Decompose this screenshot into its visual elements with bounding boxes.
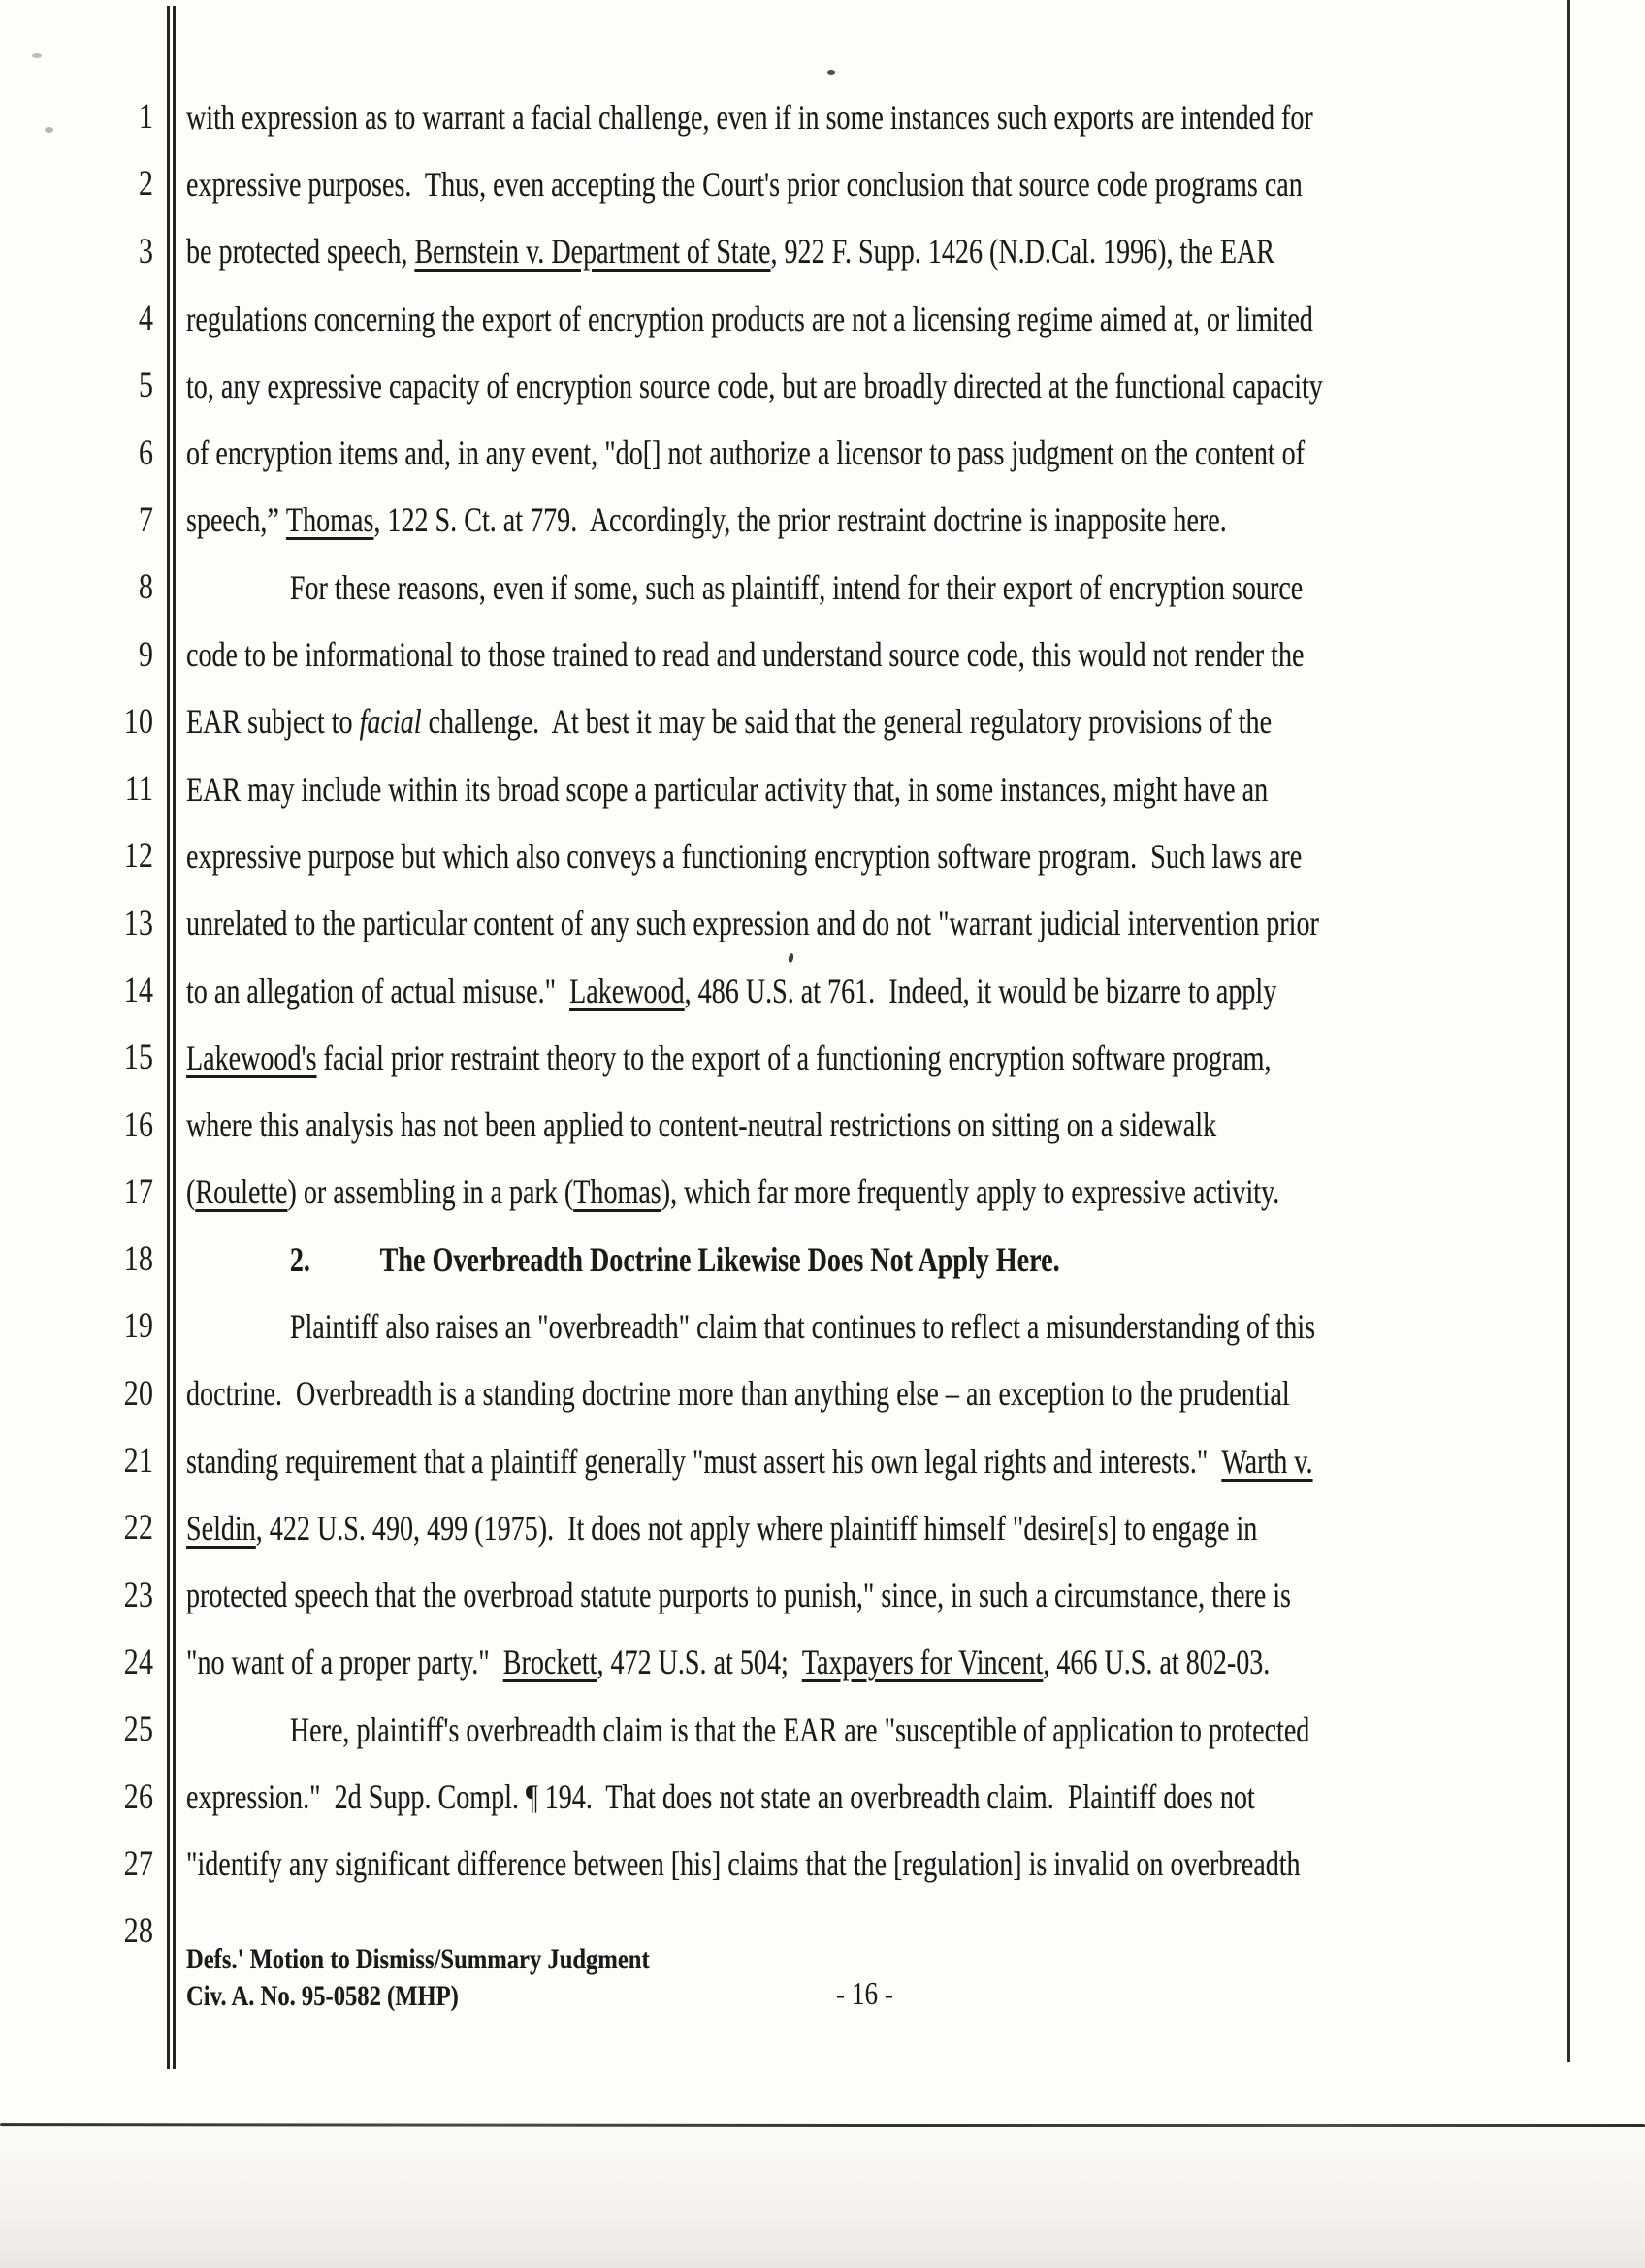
text-line: [186, 83, 1313, 150]
line-number: 18: [123, 1239, 153, 1280]
text-segment: "no want of a proper party.": [186, 1643, 503, 1682]
left-double-rule: [167, 6, 176, 2069]
text-line: [186, 688, 1273, 755]
text-segment: speech,”: [186, 500, 286, 540]
text-segment: , 922 F. Supp. 1426 (N.D.Cal. 1996), the EAR: [770, 232, 1275, 272]
text-segment: be protected speech,: [186, 232, 415, 272]
text-segment: of encryption items and, in any event, "do[] not authorize a licensor to pass judgment on the content of: [186, 433, 1306, 473]
text-line: [186, 755, 1268, 822]
text-segment: code to be informational to those trained to read and understand source code, this would not render the: [186, 635, 1305, 675]
text-line: [186, 1562, 1291, 1629]
text-segment: to an allegation of actual misuse.": [186, 971, 570, 1010]
text-segment: unrelated to the particular content of any such expression and do not "warrant judicial intervention prior: [186, 904, 1319, 943]
case-citation: Roulette: [195, 1172, 288, 1212]
text-line: [186, 1360, 1290, 1427]
line-number: 11: [124, 769, 153, 810]
text-segment: expressive purpose but which also conveys a functioning encryption software program. Such laws are: [186, 836, 1303, 876]
line-number: 5: [138, 366, 153, 406]
case-citation: Thomas: [573, 1172, 661, 1212]
page-number: - 16 -: [836, 1976, 893, 2012]
line-number: 8: [138, 567, 153, 608]
text-segment: expressive purposes. Thus, even accepting the Court's prior conclusion that source code programs can: [186, 164, 1303, 204]
line-number: 10: [123, 701, 153, 742]
scanner-bottom-area: [0, 2127, 1645, 2268]
text-line: [186, 1763, 1268, 1830]
text-line: [186, 1494, 1268, 1561]
case-citation: Bernstein v. Department of State: [414, 232, 771, 272]
text-segment: protected speech that the overbroad statute purports to punish," since, in such a circumstance, there is: [186, 1576, 1291, 1615]
text-segment: For these reasons, even if some, such as plaintiff, intend for their export of encryption source: [289, 567, 1304, 607]
text-segment: , 472 U.S. at 504;: [597, 1643, 802, 1682]
text-segment: facial: [359, 702, 422, 742]
line-number: 23: [123, 1575, 153, 1615]
line-number: 19: [123, 1306, 153, 1347]
text-segment: ) or assembling in a park (: [287, 1172, 574, 1212]
case-citation: Seldin: [186, 1508, 256, 1548]
case-citation: Brockett: [502, 1643, 597, 1682]
text-segment: doctrine. Overbreadth is a standing doctrine more than anything else – an exception to the prudential: [186, 1374, 1290, 1414]
line-number: 4: [138, 299, 153, 339]
case-citation: Warth v.: [1221, 1441, 1313, 1481]
text-line: [186, 890, 1319, 957]
text-segment: regulations concerning the export of encryption products are not a licensing regime aimed at, or limited: [186, 299, 1313, 338]
line-number: 3: [138, 231, 153, 272]
text-segment: "identify any significant difference between [his] claims that the [regulation] is invalid on overbreadth: [186, 1844, 1301, 1884]
text-segment: challenge. At best it may be said that the general regulatory provisions of the: [421, 702, 1273, 742]
text-segment: standing requirement that a plaintiff generally "must assert his own legal rights and interests.": [186, 1441, 1222, 1481]
text-line: [186, 1159, 1280, 1226]
footer-case-number: Civ. A. No. 95-0582 (MHP): [186, 1980, 459, 2012]
text-segment: EAR may include within its broad scope a particular activity that, in some instances, might have an: [186, 769, 1269, 809]
section-heading: [186, 1226, 1268, 1293]
scan-speck: [32, 53, 42, 58]
text-segment: , 122 S. Ct. at 779. Accordingly, the prior restraint doctrine is inapposite here.: [373, 500, 1227, 540]
line-number: 28: [123, 1911, 153, 1952]
text-line: [186, 1091, 1268, 1158]
text-segment: , 486 U.S. at 761. Indeed, it would be bizarre to apply: [684, 971, 1277, 1010]
line-number: 7: [138, 499, 153, 540]
text-line: [186, 218, 1275, 285]
footer-title: Defs.' Motion to Dismiss/Summary Judgment: [186, 1943, 650, 1975]
case-citation: Lakewood: [569, 971, 685, 1010]
text-segment: where this analysis has not been applied to content-neutral restrictions on sitting on a sidewalk: [186, 1105, 1217, 1145]
text-line: [186, 822, 1303, 889]
text-segment: Here, plaintiff's overbreadth claim is that the EAR are "susceptible of application to protected: [289, 1709, 1310, 1749]
text-line: [186, 150, 1303, 217]
text-line: [186, 352, 1323, 419]
text-line: [186, 1831, 1301, 1898]
text-segment: to, any expressive capacity of encryption source code, but are broadly directed at the functional capacity: [186, 366, 1323, 405]
line-number: 20: [123, 1373, 153, 1414]
text-segment: 2.: [289, 1239, 310, 1279]
text-line: [186, 1427, 1313, 1494]
line-number: 12: [123, 836, 153, 877]
text-line: [186, 621, 1305, 687]
line-number: 27: [123, 1843, 153, 1884]
text-segment: Plaintiff also raises an "overbreadth" claim that continues to reflect a misunderstanding of this: [289, 1306, 1316, 1346]
text-segment: The Overbreadth Doctrine Likewise Does Not Apply Here.: [379, 1239, 1060, 1279]
line-number: 17: [123, 1171, 153, 1212]
line-number: 15: [123, 1038, 153, 1078]
scan-speck: [827, 70, 835, 75]
text-line: [186, 285, 1313, 352]
line-number: 9: [138, 634, 153, 675]
line-number: 25: [123, 1709, 153, 1750]
text-segment: expression." 2d Supp. Compl. ¶ 194. That does not state an overbreadth claim. Plaintiff does not: [186, 1777, 1255, 1817]
line-number-column: [0, 83, 153, 1965]
line-number: 22: [123, 1508, 153, 1549]
line-number: 14: [123, 971, 153, 1010]
line-number: 2: [138, 164, 153, 205]
line-number: 13: [123, 903, 153, 943]
line-number: 21: [123, 1441, 153, 1482]
text-segment: , 422 U.S. 490, 499 (1975). It does not apply where plaintiff himself "desire[s] to engage in: [255, 1508, 1258, 1548]
case-citation: Taxpayers for Vincent: [801, 1643, 1044, 1682]
text-segment: facial prior restraint theory to the export of a functioning encryption software program,: [316, 1038, 1272, 1077]
text-line: [186, 1629, 1271, 1696]
line-number: 24: [123, 1642, 153, 1682]
scan-speck: [45, 127, 53, 133]
line-number: 1: [138, 97, 153, 138]
text-segment: ), which far more frequently apply to expressive activity.: [661, 1172, 1280, 1212]
text-line: [186, 419, 1306, 486]
document-lines: [186, 83, 1573, 1898]
footer-block: [186, 1941, 650, 2015]
case-citation: Thomas: [285, 500, 374, 540]
line-number: 26: [123, 1776, 153, 1817]
text-line: [186, 1696, 1310, 1763]
text-segment: , 466 U.S. at 802-03.: [1043, 1643, 1271, 1682]
text-line: [186, 957, 1277, 1024]
text-segment: with expression as to warrant a facial challenge, even if in some instances such exports are intended for: [186, 97, 1313, 137]
line-number: 6: [138, 432, 153, 473]
text-line: [186, 487, 1268, 554]
line-number: 16: [123, 1104, 153, 1145]
case-citation: Lakewood's: [186, 1038, 317, 1077]
text-segment: EAR subject to: [186, 702, 360, 742]
text-line: [186, 554, 1304, 621]
text-line: [186, 1293, 1316, 1359]
text-segment: (: [186, 1172, 196, 1212]
text-line: [186, 1024, 1272, 1091]
